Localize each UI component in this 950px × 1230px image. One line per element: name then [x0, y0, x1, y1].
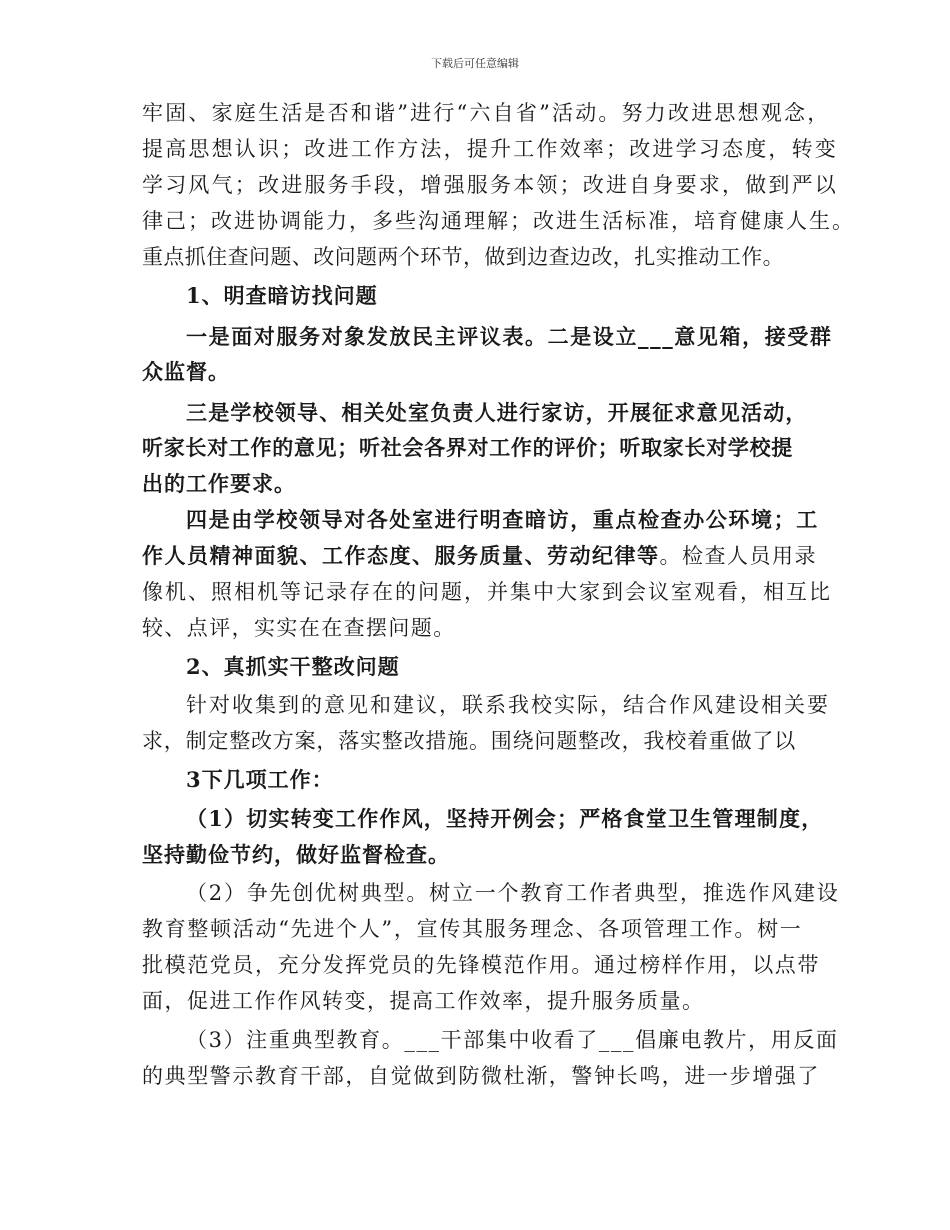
text-line: 众监督。 [142, 359, 230, 384]
text-line: 一是面对服务对象发放民主评议表。二是设立___意见箱，接受群 [186, 324, 833, 349]
text-line: （1）切实转变工作作风，坚持开例会；严格食堂卫生管理制度， [186, 806, 824, 831]
text-line: 的典型警示教育干部，自觉做到防微杜渐，警钟长鸣，进一步增强了 [142, 1064, 820, 1088]
text-line: 四是由学校领导对各处室进行明查暗访，重点检查办公环境；工 [186, 507, 819, 532]
text-line: 听家长对工作的意见；听社会各界对工作的评价；听取家长对学校提 [142, 435, 793, 460]
text-line: 提高思想认识；改进工作方法，提升工作效率；改进学习态度，转变 [142, 137, 838, 161]
bold-text: 作人员精神面貌、工作态度、服务质量、劳动纪律等 [142, 543, 660, 568]
text-line: 三是学校领导、相关处室负责人进行家访，开展征求意见活动， [186, 400, 808, 425]
text-line: 重点抓住查问题、改问题两个环节，做到边查边改，扎实推动工作。 [142, 245, 784, 269]
text-line: 1、明查暗访找问题 [186, 283, 378, 308]
text-line: 2、真抓实干整改问题 [186, 654, 400, 679]
text-line: 针对收集到的意见和建议，联系我校实际，结合作风建设相关要 [186, 693, 830, 717]
text-line: 律己；改进协调能力，多些沟通理解；改进生活标准，培育健康人生。 [142, 209, 855, 233]
text-line: 牢固、家庭生活是否和谐”进行“六自省”活动。努力改进思想观念， [142, 101, 831, 125]
text-line: 批模范党员，充分发挥党员的先锋模范作用。通过榜样作用，以点带 [142, 953, 820, 977]
text-line: 面，促进工作作风转变，提高工作效率，提升服务质量。 [142, 989, 705, 1013]
text-line: 像机、照相机等记录存在的问题，并集中大家到会议室观看，相互比 [142, 580, 832, 604]
text-line: 出的工作要求。 [142, 471, 296, 496]
text-line: 教育整顿活动“先进个人”，宣传其服务理念、各项管理工作。树一 [142, 917, 803, 941]
text-line: （3）注重典型教育。___干部集中收看了___倡廉电教片，用反面 [186, 1028, 839, 1052]
text-line: 学习风气；改进服务手段，增强服务本领；改进自身要求，做到严以 [142, 173, 838, 197]
page-header: 下载后可任意编辑 [431, 57, 519, 70]
text-line: 坚持勤俭节约，做好监督检查。 [142, 842, 450, 867]
text-line: 求，制定整改方案，落实整改措施。围绕问题整改，我校着重做了以 [142, 729, 796, 753]
text-line: 3下几项工作： [186, 767, 334, 792]
text-line: （2）争先创优树典型。树立一个教育工作者典型，推选作风建设 [186, 881, 840, 905]
normal-text: 。检查人员用录 [659, 544, 817, 568]
text-line [0, 542, 950, 570]
text-line: 较、点评，实实在在查摆问题。 [142, 616, 456, 640]
